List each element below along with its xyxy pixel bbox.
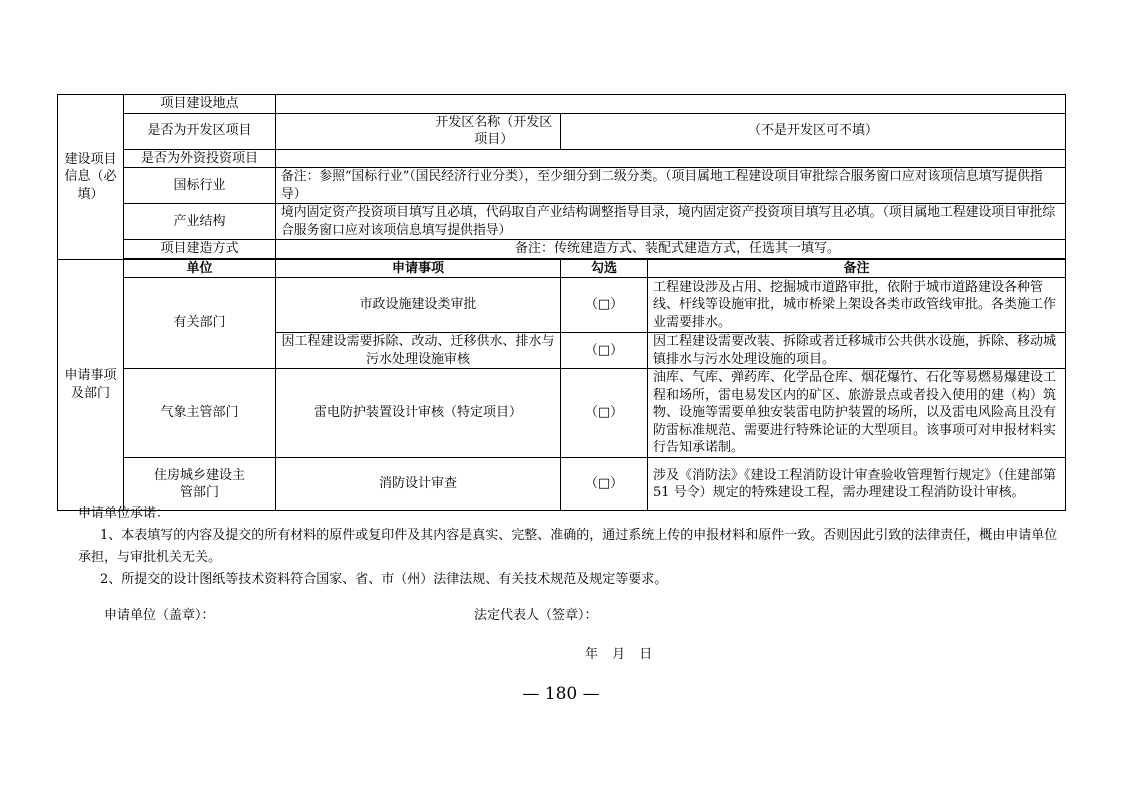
- header-remark: 备注: [648, 259, 1066, 278]
- remark-municipal-approval: 工程建设涉及占用、挖掘城市道路审批，依附于城市道路建设各种管线、杆线等设施审批，城市桥梁上架设各类市政管线审批。各类施工作业需要排水。: [648, 278, 1066, 333]
- item-fire-design-review: 消防设计审查: [276, 458, 561, 511]
- unit-meteorology-dept: 气象主管部门: [124, 369, 276, 458]
- item-water-facility-review: 因工程建设需要拆除、改动、迁移供水、排水与污水处理设施审核: [276, 333, 561, 369]
- page-number: — 180 —: [522, 684, 600, 704]
- checkbox-water-facility-review[interactable]: （□）: [561, 333, 648, 369]
- applicant-seal-label: 申请单位（盖章）：: [104, 608, 215, 623]
- header-unit: 单位: [124, 259, 276, 278]
- remark-water-facility-review: 因工程建设需要改装、拆除或者迁移城市公共供水设施，拆除、移动城镇排水与污水处理设施的项目。: [648, 333, 1066, 369]
- checkbox-fire-design-review[interactable]: （□）: [561, 458, 648, 511]
- checkbox-lightning-review[interactable]: （□）: [561, 369, 648, 458]
- build-method-note[interactable]: 备注：传统建造方式、装配式建造方式，任选其一填写。: [276, 240, 1066, 259]
- build-method-label: 项目建造方式: [124, 240, 276, 259]
- item-municipal-approval: 市政设施建设类审批: [276, 278, 561, 333]
- commitment-item-1: 1、本表填写的内容及提交的所有材料的原件或复印件及其内容是真实、完整、准确的，通过系统上传的申报材料和原件一致。否则因此引致的法律责任，概由申请单位承担，与审批机关无关。: [78, 528, 1058, 565]
- commitment-title: 申请单位承诺：: [78, 506, 170, 521]
- project-info-section-label: 建设项目信息（必填）: [58, 95, 124, 260]
- foreign-invest-label: 是否为外资投资项目: [124, 149, 276, 168]
- industry-label: 国标行业: [124, 168, 276, 204]
- foreign-invest-value[interactable]: [276, 149, 1066, 168]
- unit-housing-dept: 住房城乡建设主管部门: [124, 458, 276, 511]
- remark-fire-design-review: 涉及《消防法》《建设工程消防设计审查验收管理暂行规定》（住建部第 51 号令）规定的特殊建设工程，需办理建设工程消防设计审核。: [648, 458, 1066, 511]
- application-section-label: 申请事项及部门: [58, 259, 124, 511]
- site-value[interactable]: [276, 95, 1066, 114]
- industry-structure-label: 产业结构: [124, 204, 276, 240]
- date-label: 年 月 日: [585, 647, 653, 662]
- site-label: 项目建设地点: [124, 95, 276, 114]
- checkbox-municipal-approval[interactable]: （□）: [561, 278, 648, 333]
- header-check: 勾选: [561, 259, 648, 278]
- item-lightning-review: 雷电防护装置设计审核（特定项目）: [276, 369, 561, 458]
- commitment-block: [62, 503, 1062, 591]
- commitment-item-2: 2、所提交的设计图纸等技术资料符合国家、省、市（州）法律法规、有关技术规范及规定等要求。: [100, 572, 668, 587]
- industry-note[interactable]: 备注：参照“国标行业”（国民经济行业分类），至少细分到二级分类。（项目属地工程建设项目审批综合服务窗口应对该项信息填写提供指导）: [276, 168, 1066, 204]
- application-form-table: [57, 94, 1066, 511]
- dev-zone-name-label: 开发区名称（开发区项目）: [428, 113, 561, 149]
- legal-rep-signature-label: 法定代表人（签章）：: [474, 608, 598, 623]
- dev-zone-value[interactable]: [276, 113, 428, 149]
- industry-structure-note[interactable]: 境内固定资产投资项目填写且必填，代码取自产业结构调整指导目录，境内固定资产投资项目填写且必填。（项目属地工程建设项目审批综合服务窗口应对该项信息填写提供指导）: [276, 204, 1066, 240]
- dev-zone-name-note[interactable]: （不是开发区可不填）: [561, 113, 1066, 149]
- dev-zone-label: 是否为开发区项目: [124, 113, 276, 149]
- header-item: 申请事项: [276, 259, 561, 278]
- unit-related-dept: 有关部门: [124, 278, 276, 369]
- remark-lightning-review: 油库、气库、弹药库、化学品仓库、烟花爆竹、石化等易燃易爆建设工程和场所，雷电易发区内的矿区、旅游景点或者投入使用的建（构）筑物、设施等需要单独安装雷电防护装置的场所，以及雷电风险高且没有防雷标准规范、需要进行特殊论证的大型项目。该事项可对申报材料实行告知承诺制。: [648, 369, 1066, 458]
